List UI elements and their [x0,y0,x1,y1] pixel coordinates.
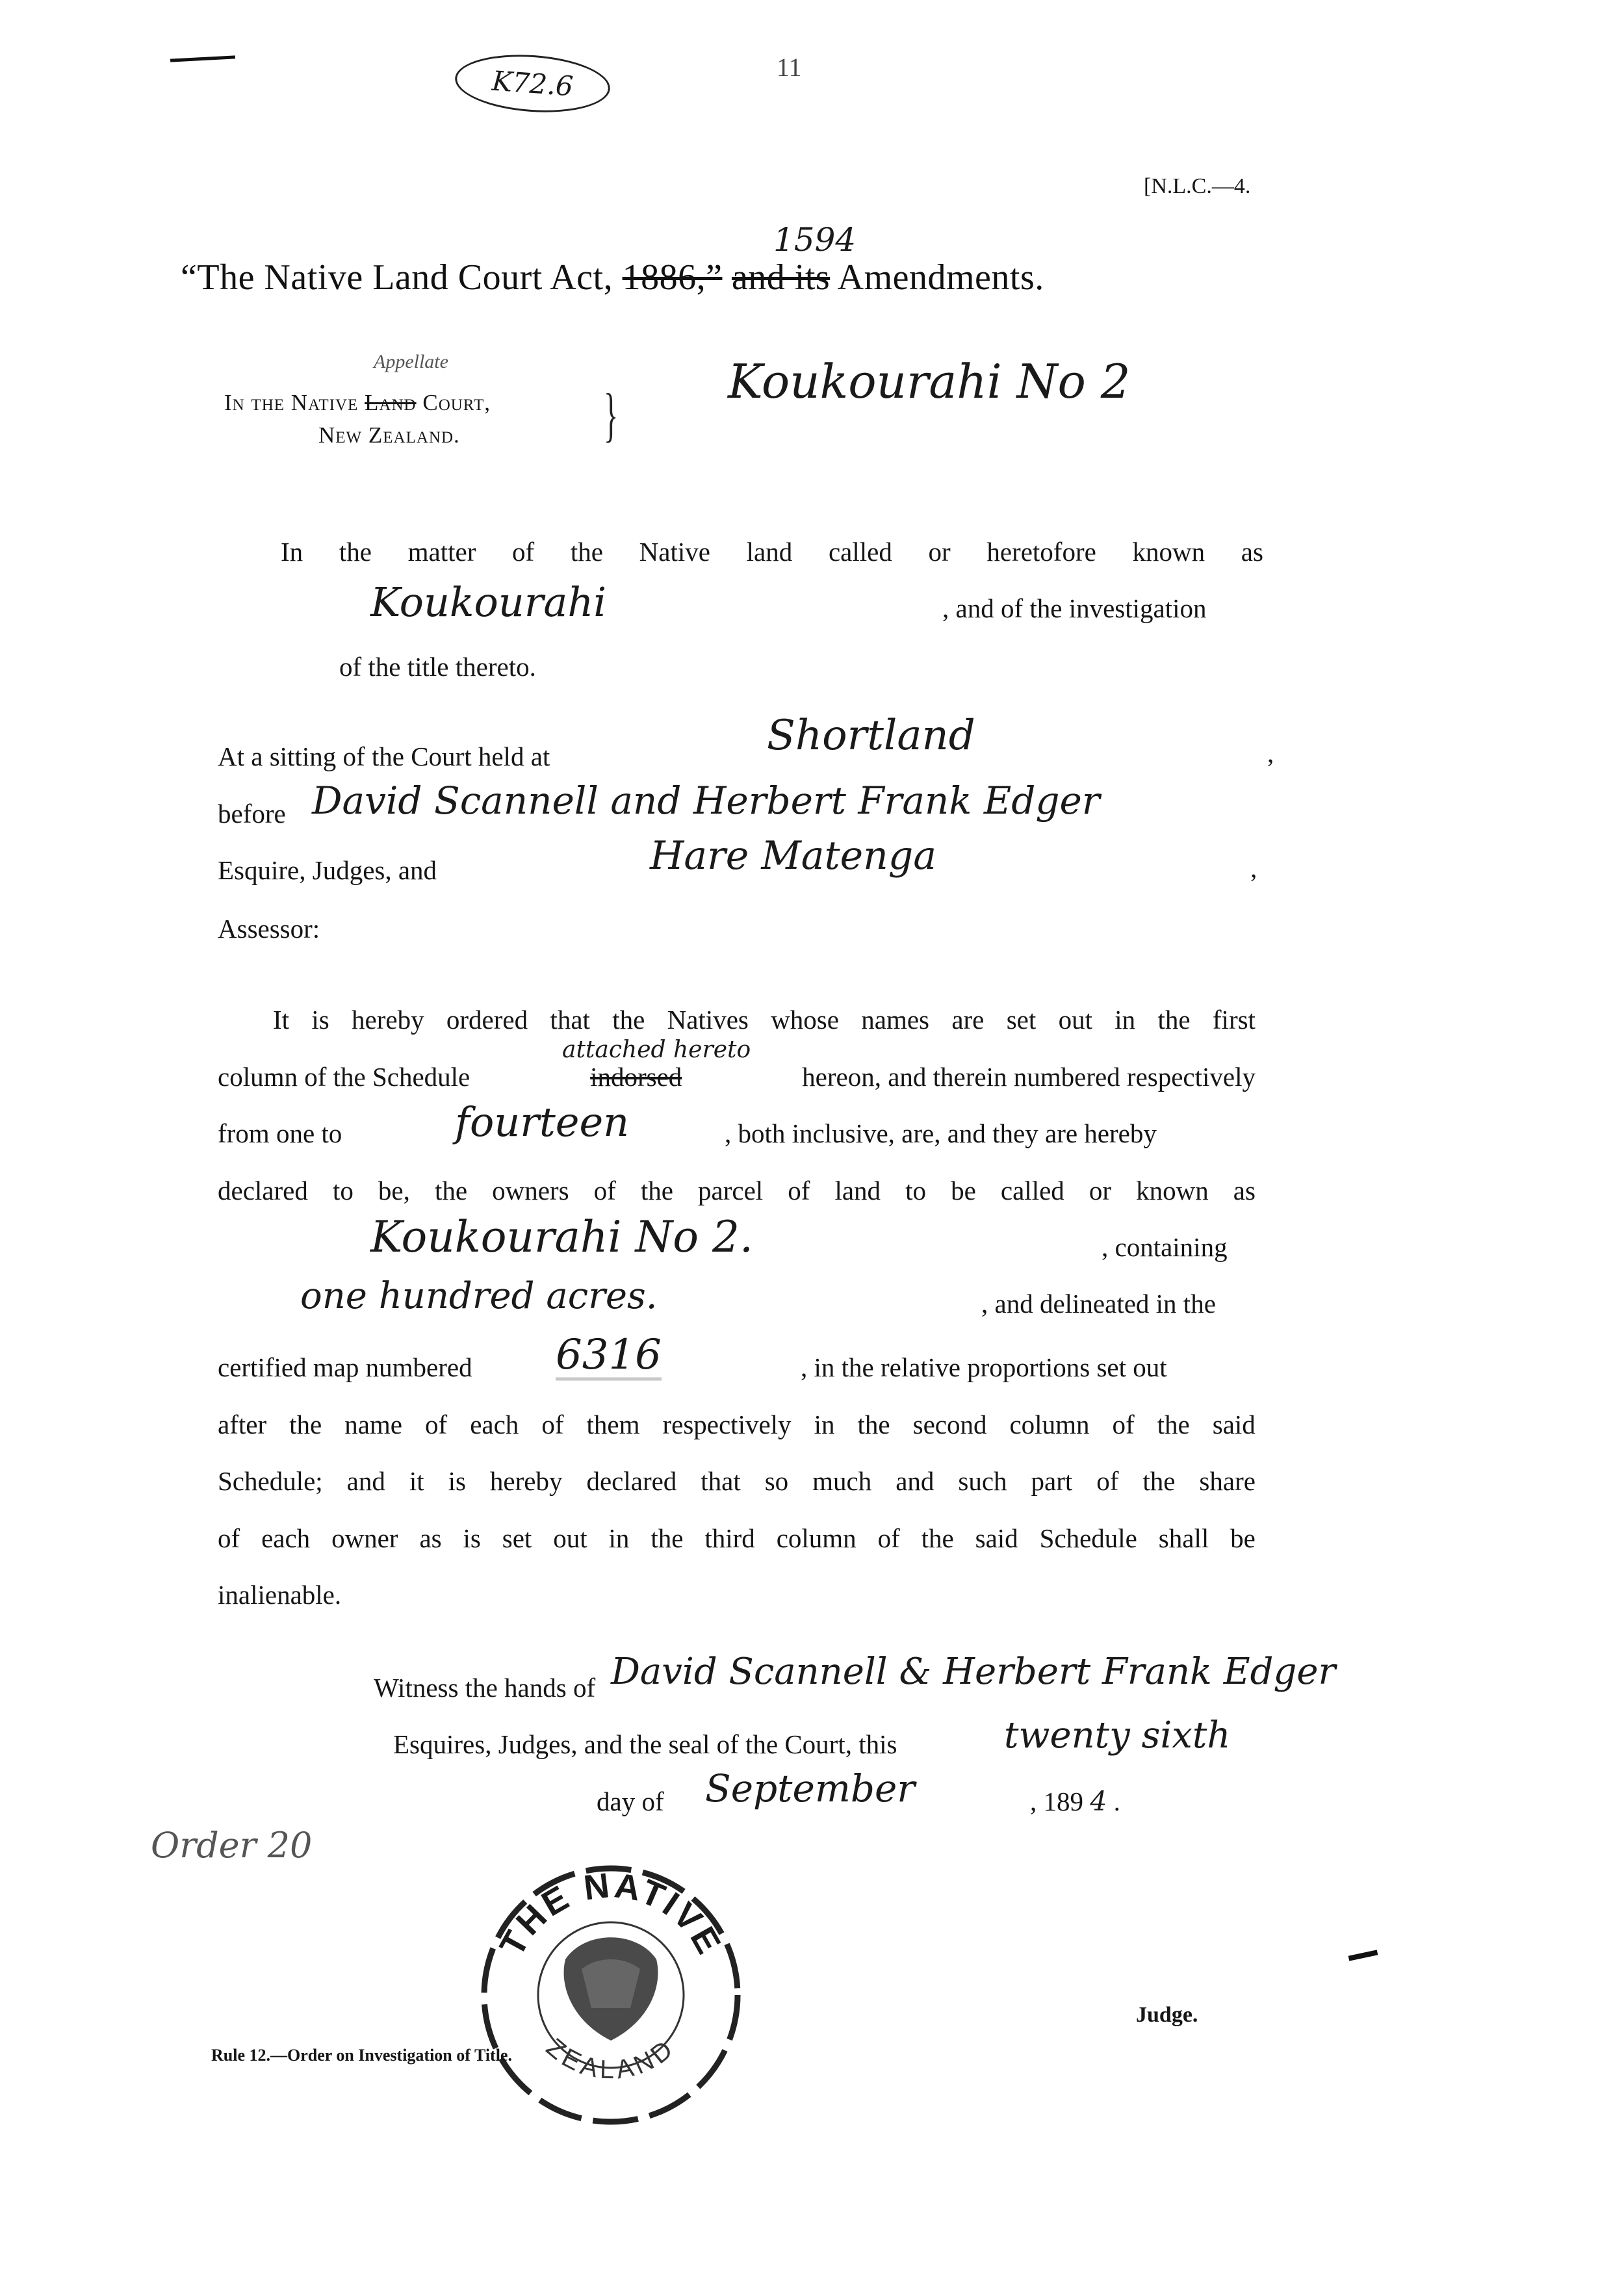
witness-year-printed: , 189 [1030,1786,1083,1816]
assessor-name: Hare Matenga [650,833,937,879]
court-seal [468,1846,754,2132]
order-word: is [311,1005,329,1035]
order-word: known [1136,1176,1209,1205]
order-word: and [346,1466,385,1496]
order-word: column [1009,1410,1090,1439]
order-word: it [409,1466,424,1496]
order-line-3b: , both inclusive, are, and they are hereby [725,1118,1157,1148]
order-word: or [1089,1176,1112,1205]
witness-esquire: Esquires, Judges, and the seal of the Court, this [393,1729,897,1759]
order-word: the [1157,1410,1190,1439]
order-line-4 [218,1175,1256,1206]
order-word: as [1233,1176,1256,1205]
matter-word: land [746,537,793,567]
court-line-1b: Court, [422,390,491,415]
order-line-5b: , containing [1102,1232,1228,1262]
owner-count: fourteen [455,1098,630,1146]
order-word: the [651,1523,684,1553]
sitting-comma-1: , [1267,738,1274,768]
order-word: part [1031,1466,1073,1496]
act-title [181,257,1044,298]
form-number: [N.L.C.—4. [1144,174,1251,198]
order-line-9 [218,1465,1256,1497]
order-word: respectively [662,1410,792,1439]
order-word: of [1096,1466,1119,1496]
ink-dash [1348,1950,1378,1961]
court-line-1-struck: Land [365,390,417,415]
block-name: Koukourahi No 2 [728,354,1131,409]
matter-word: known [1132,537,1205,567]
witness-month: September [705,1766,915,1811]
order-word: declared [218,1176,308,1205]
order-word: of [788,1176,810,1205]
order-word: hereby [352,1005,424,1035]
order-word: first [1212,1005,1256,1035]
matter-word: the [339,537,372,567]
judges-names: David Scannell and Herbert Frank Edger [312,779,1100,823]
order-word: be [951,1176,976,1205]
witness-day: twenty sixth [1004,1714,1231,1757]
order-word: Natives [667,1005,749,1035]
order-word: share [1199,1466,1256,1496]
order-word: such [958,1466,1007,1496]
order-line-2a: column of the Schedule [218,1062,470,1092]
matter-line-3: of the title thereto. [339,652,536,682]
order-word: ordered [446,1005,528,1035]
matter-word: heretofore [986,537,1096,567]
court-insert: Appellate [374,351,448,372]
order-word: each [261,1523,311,1553]
order-line-3a: from one to [218,1118,342,1148]
order-line-8 [218,1409,1256,1440]
file-reference: K72.6 [453,50,612,117]
order-word: is [463,1523,481,1553]
court-line-1 [224,390,491,416]
witness-year [1030,1786,1120,1817]
order-word: them [586,1410,640,1439]
seal-bottom-text: ZEALAND [541,2033,681,2085]
order-word: of [425,1410,448,1439]
order-word: land [834,1176,881,1205]
matter-word: the [570,537,603,567]
matter-word: Native [639,537,710,567]
witness-names: David Scannell & Herbert Frank Edger [611,1651,1336,1693]
order-word: called [1000,1176,1064,1205]
order-line-7b: , in the relative proportions set out [801,1352,1167,1382]
seal-graphic [468,1846,754,2132]
order-word: in [814,1410,835,1439]
order-word: third [704,1523,755,1553]
order-word: to [905,1176,927,1205]
order-word: in [1115,1005,1136,1035]
order-word: to [332,1176,354,1205]
assessor-label: Assessor: [218,914,320,944]
order-word: names [861,1005,930,1035]
order-word: be [1230,1523,1256,1553]
matter-word: as [1241,537,1263,567]
order-word: be, [378,1176,410,1205]
order-word: set [1006,1005,1037,1035]
order-word: after [218,1410,267,1439]
order-word: owner [331,1523,398,1553]
order-word: second [912,1410,987,1439]
order-word: the [289,1410,322,1439]
order-line-2 [218,1061,1256,1092]
order-word: parcel [698,1176,764,1205]
sitting-comma-2: , [1250,853,1257,883]
order-word: said [975,1523,1018,1553]
order-word: the [1142,1466,1176,1496]
order-word: is [448,1466,466,1496]
order-word: much [812,1466,872,1496]
order-word: the [612,1005,645,1035]
order-word: the [1157,1005,1191,1035]
parcel-name: Koukourahi No 2. [370,1212,753,1262]
witness-day-of: day of [597,1786,664,1816]
margin-note: Order 20 [151,1825,313,1866]
matter-word: of [512,537,535,567]
order-word: the [857,1410,890,1439]
order-word: that [550,1005,590,1035]
matter-word: matter [407,537,476,567]
matter-word: In [281,537,303,567]
order-word: said [1212,1410,1256,1439]
order-line-1 [273,1004,1256,1035]
order-word: hereby [489,1466,563,1496]
esquire-judges: Esquire, Judges, and [218,855,437,885]
sitting-place: Shortland [767,712,975,760]
order-word: of [1112,1410,1135,1439]
title-amendments: Amendments. [837,257,1044,298]
matter-word: called [828,537,892,567]
order-word: as [419,1523,442,1553]
insert-above: attached hereto [562,1037,751,1063]
seal-top-text: THE NATIVE [492,1865,730,1963]
order-word: of [877,1523,900,1553]
order-word: so [764,1466,789,1496]
sitting-label: At a sitting of the Court held at [218,741,550,771]
order-word: of [593,1176,616,1205]
order-line-6b: , and delineated in the [981,1289,1216,1319]
order-word: in [608,1523,630,1553]
order-line-2b: hereon, and therein numbered respectively [802,1062,1256,1092]
title-year-struck: 1886,” [622,257,723,298]
pencil-stroke [170,55,235,62]
judge-label: Judge. [1136,2003,1198,2027]
order-word: owners [492,1176,569,1205]
witness-year-end: . [1113,1786,1120,1816]
order-word: that [701,1466,741,1496]
map-number: 6316 [556,1331,662,1379]
svg-text:ZEALAND [541,2033,681,2084]
order-word: the [640,1176,673,1205]
pencil-mark: 11 [777,53,802,82]
order-word: the [921,1523,954,1553]
order-word: column [776,1523,857,1553]
witness-year-digit: 4 [1090,1786,1107,1817]
order-word: out [553,1523,587,1553]
court-line-2: New Zealand. [318,422,460,448]
parcel-area: one hundred acres. [300,1275,658,1317]
title-year-handwritten: 1594 [773,221,857,259]
order-word: Schedule [1039,1523,1137,1553]
order-word: of [218,1523,240,1553]
order-word: whose [771,1005,839,1035]
land-name: Koukourahi [370,578,607,626]
matter-word: or [928,537,951,567]
matter-line-1 [281,536,1263,567]
before-label: before [218,799,286,829]
order-word: name [344,1410,403,1439]
order-word: It [273,1005,290,1035]
order-word: Schedule; [218,1466,323,1496]
order-line-7a: certified map numbered [218,1352,472,1382]
order-line-10 [218,1523,1256,1554]
order-line-11: inalienable. [218,1580,342,1610]
title-prefix: “The Native Land Court Act, [181,257,613,298]
order-word: each [470,1410,519,1439]
order-word: the [434,1176,468,1205]
court-brace: } [604,381,619,448]
footer-rule: Rule 12.—Order on Investigation of Title. [211,2046,512,2065]
order-word: and [896,1466,934,1496]
matter-line-2-tail: , and of the investigation [942,593,1207,623]
order-word: out [1058,1005,1092,1035]
order-word: shall [1158,1523,1209,1553]
order-word: are [951,1005,985,1035]
court-line-1a: In the Native [224,390,359,415]
order-word: declared [586,1466,677,1496]
witness-label: Witness the hands of [374,1673,596,1703]
title-and-its: and its [731,257,831,298]
order-line-2-struck: indorsed [590,1062,682,1092]
order-word: of [541,1410,564,1439]
order-word: set [502,1523,532,1553]
